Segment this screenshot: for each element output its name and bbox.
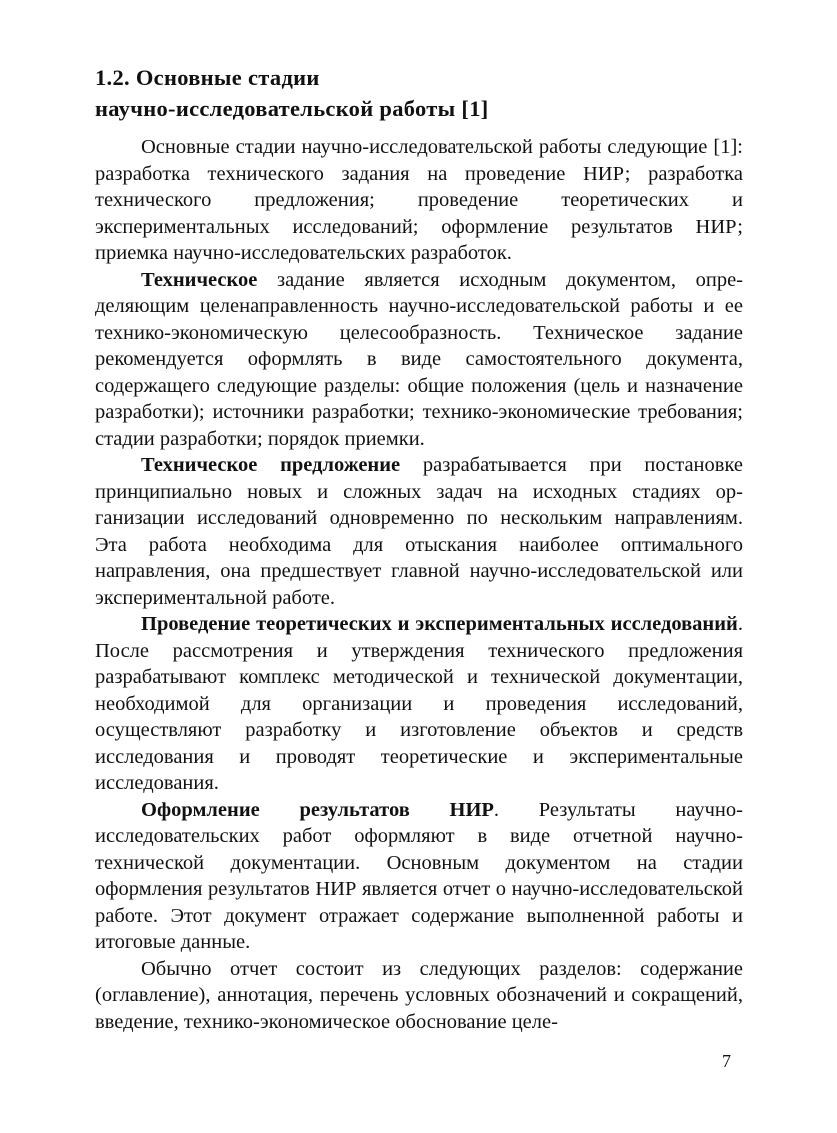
paragraph-results-formatting <box>95 797 743 956</box>
paragraph-lead: Техническое предложение <box>141 454 401 476</box>
paragraph-report-structure <box>95 956 743 1036</box>
paragraph-lead: Оформление результатов НИР <box>141 798 494 821</box>
paragraph-text: Обычно отчет состоит из следующих разделов: содержание (оглавление), аннотация, перечень условных обозначений и сокращений, введение, технико-экономическое обоснование целе- <box>95 957 743 1033</box>
paragraph-stages-overview <box>95 134 743 267</box>
paragraph-text: Основные стадии научно-исследовательской работы следующие [1]: разработка технического задания на проведение НИР; разработка технического предложения; проведение теоретических и экспериментальных исследований; оформление результатов НИР; приемка научно-исследовательских разработок. <box>95 136 743 264</box>
paragraph-technical-task <box>95 267 743 453</box>
paragraph-technical-proposal <box>95 452 743 611</box>
heading-line-1: 1.2. Основные стадии <box>95 65 320 90</box>
paragraph-research-conduct <box>95 611 743 797</box>
paragraph-text: задание является исходным документом, определяющим целенаправленность научно-исследовательской работы и ее технико-экономическую целесообразность. Техническое задание рекомендуется оформлять в виде самостоятельного документа, содержащего следующие разделы: общие положения (цель и назначение разработки); источники разработки; технико-экономические требования; стадии разработки; порядок приемки. <box>95 268 743 450</box>
paragraph-lead: Проведение теоретических и экспериментальных исследований <box>141 613 738 635</box>
paragraph-text: разрабатывается при постановке принципиально новых и сложных задач на исходных стадиях организации исследований одновременно по нескольким направлениям. Эта работа необходима для отыскания наиболее оптимального направления, она предшествует главной научно-исследовательской или экспериментальной работе. <box>95 454 743 609</box>
paragraph-text: . Результаты научно-исследовательских работ оформляют в виде отчетной научно-технической документации. Основным документом на стадии оформления результатов НИР является отчет о научно-исследовательской работе. Этот документ отражает содержание выполненной работы и итоговые данные. <box>95 798 743 953</box>
heading-line-2: научно-исследовательской работы [1] <box>95 96 489 121</box>
section-heading <box>95 62 743 124</box>
paragraph-text: . После рассмотрения и утверждения технического предложения разрабатывают комплекс методической и технической документации, необходимой для организации и проведения исследований, осуществляют разработку и изготовление объектов и средств исследования и проводят теоретические и экспериментальные исследования. <box>95 613 743 794</box>
page-number: 7 <box>722 1051 731 1071</box>
page-content <box>95 62 743 1035</box>
paragraph-lead: Техническое <box>141 268 258 291</box>
